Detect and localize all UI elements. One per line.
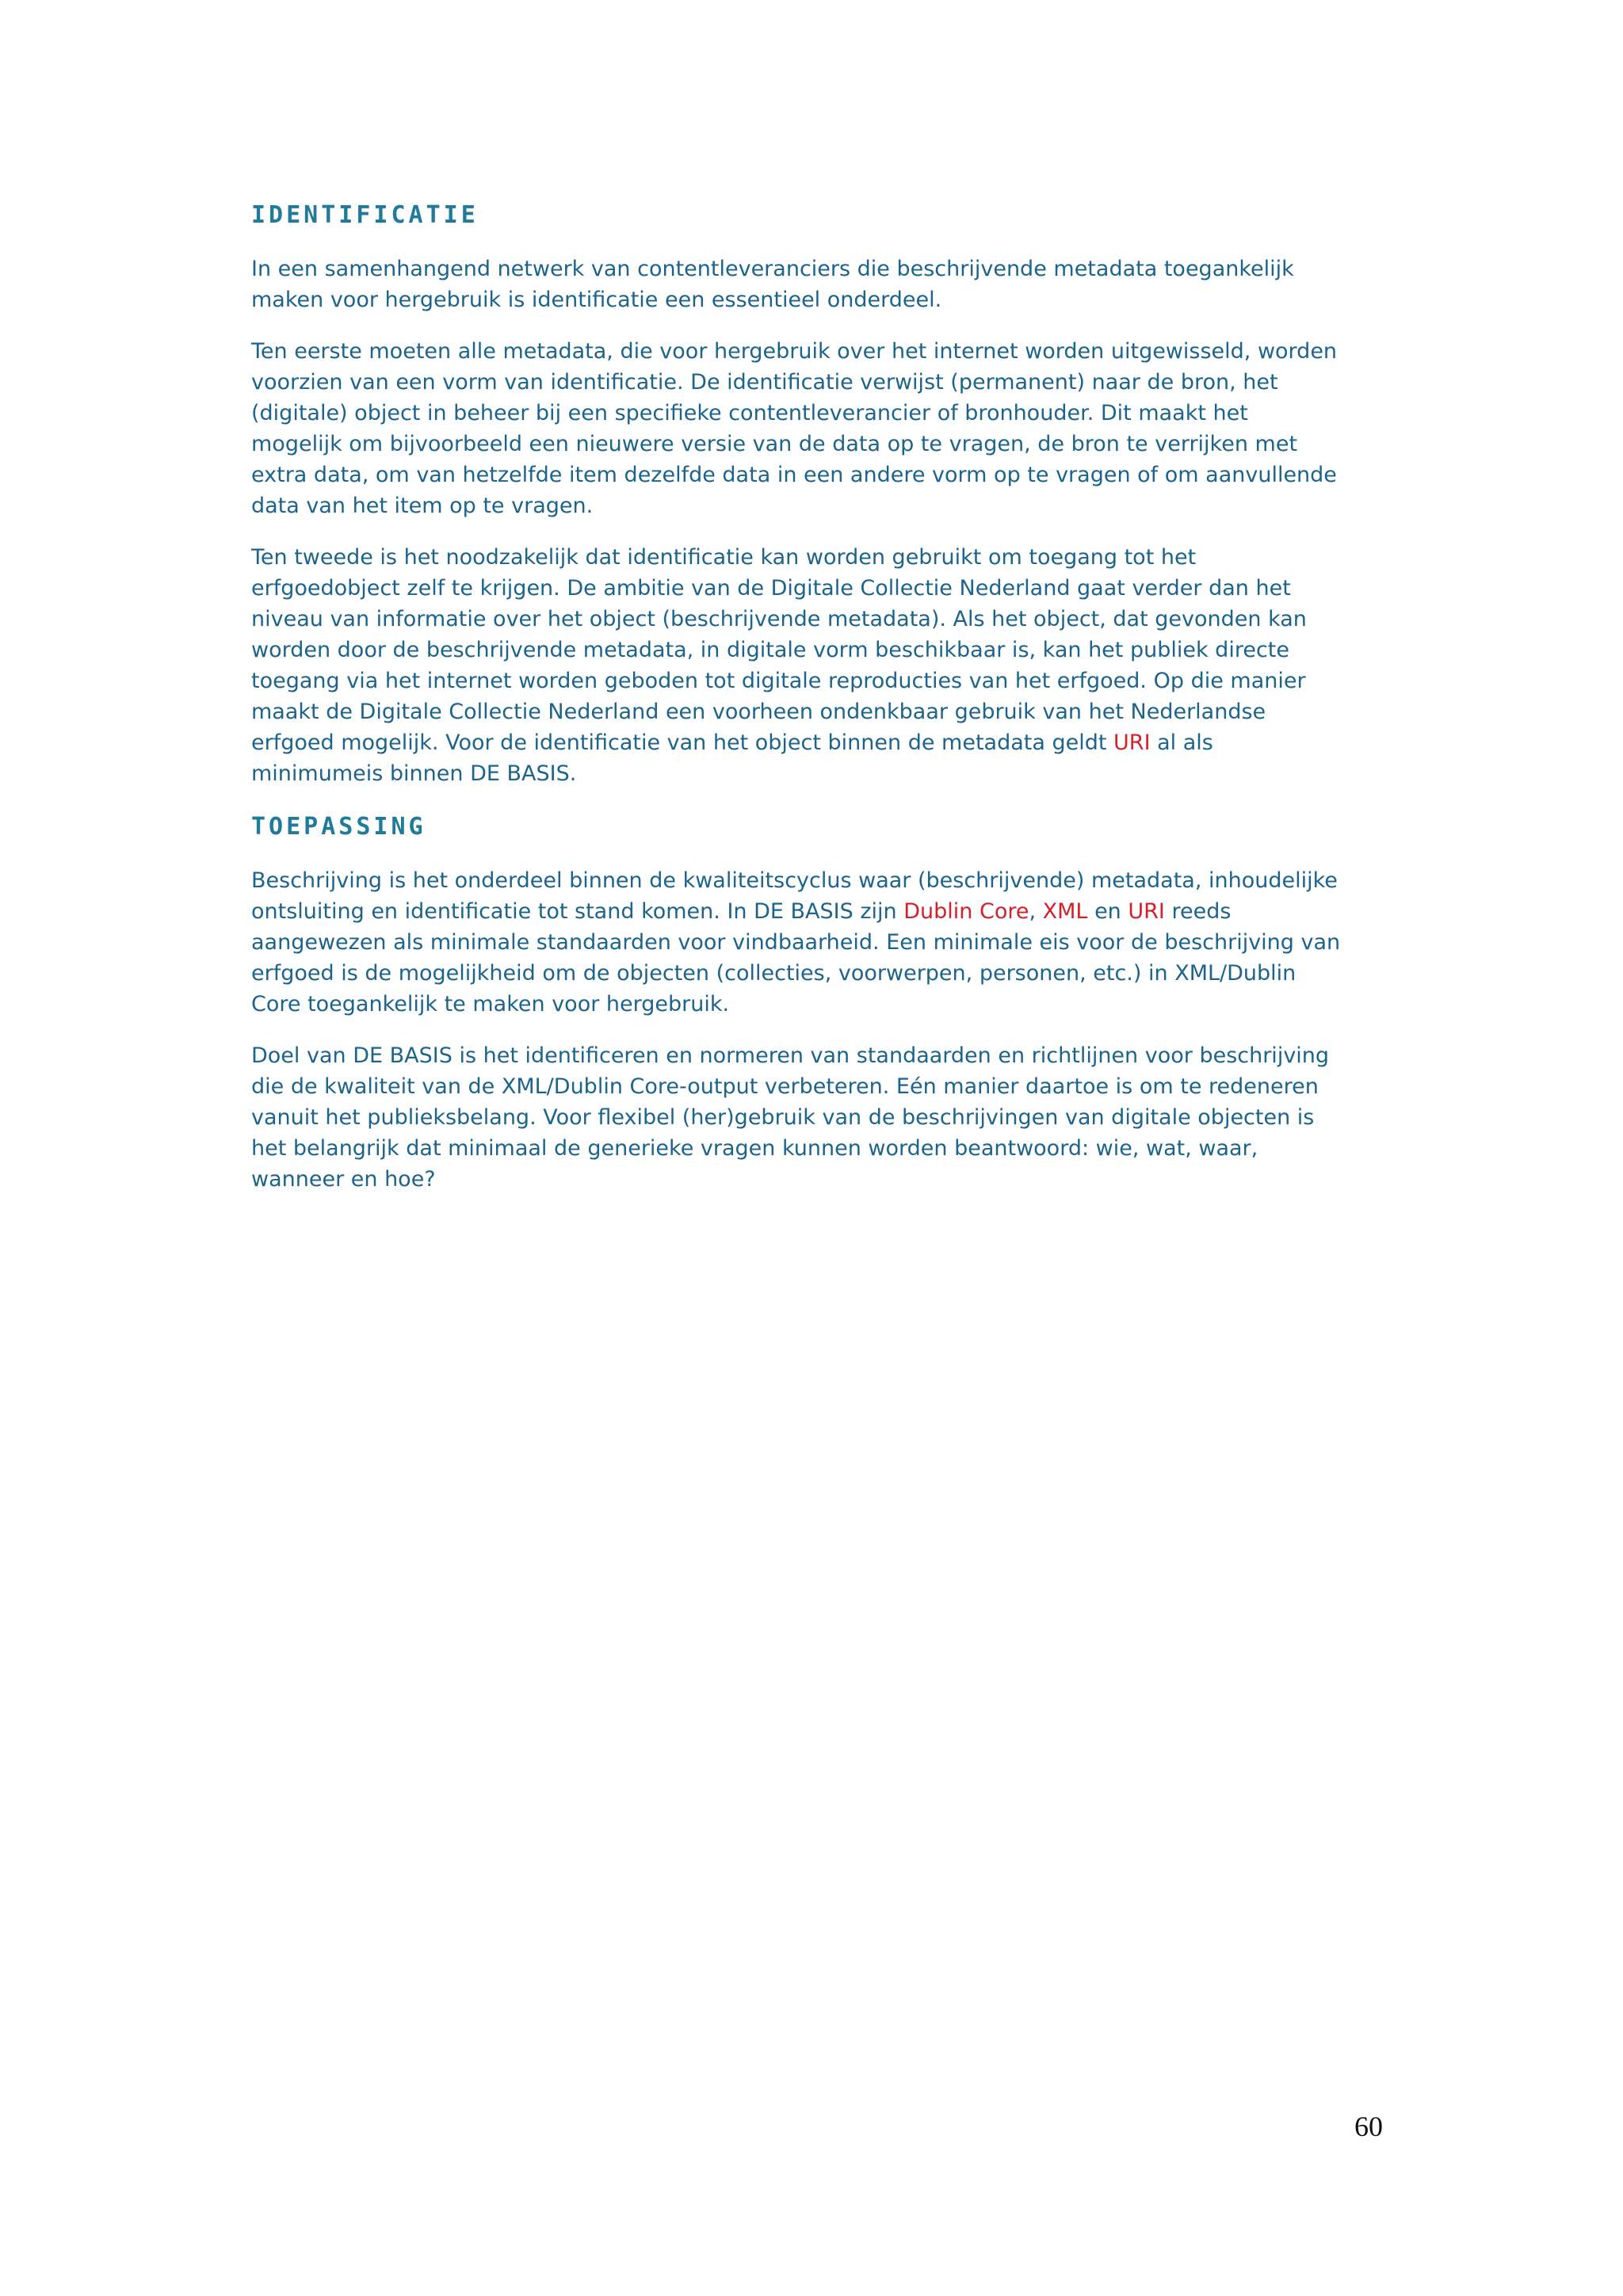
text-run: reeds aangewezen als minimale standaarden voor vindbaarheid. Een minimale eis voor de beschrijving van erfgoed is de mogelijkheid om de objecten (collecties, voorwerpen, personen, etc.) in XML/Dublin Core toegankelijk te maken voor hergebruik.	[251, 899, 1341, 1016]
heading-identificatie: IDENTIFICATIE	[251, 201, 479, 229]
term-xml: XML	[1042, 899, 1088, 924]
page-content	[251, 198, 1345, 1215]
paragraph-identificatie-2	[251, 336, 1345, 521]
paragraph-identificatie-1	[251, 254, 1345, 315]
term-uri: URI	[1113, 730, 1151, 755]
text-run: In een samenhangend netwerk van contentleveranciers die beschrijvende metadata toegankelijk maken voor hergebruik is identificatie een essentieel onderdeel.	[251, 257, 1294, 312]
paragraph-toepassing-1	[251, 865, 1345, 1020]
text-run: Doel van DE BASIS is het identificeren en normeren van standaarden en richtlijnen voor beschrijving die de kwaliteit van de XML/Dublin Core-output verbeteren. Eén manier daartoe is om te redeneren vanuit het publieksbelang. Voor flexibel (her)gebruik van de beschrijvingen van digitale objecten is het belangrijk dat minimaal de generieke vragen kunnen worden beantwoord: wie, wat, waar, wanneer en hoe?	[251, 1043, 1330, 1192]
text-run: al als minimumeis binnen DE BASIS.	[251, 730, 1213, 786]
paragraph-toepassing-2	[251, 1040, 1345, 1195]
text-run: Ten eerste moeten alle metadata, die voor hergebruik over het internet worden uitgewisseld, worden voorzien van een vorm van identificatie. De identificatie verwijst (permanent) naar de bron, het (digitale) object in beheer bij een specifieke contentleverancier of bronhouder. Dit maakt het mogelijk om bijvoorbeeld een nieuwere versie van de data op te vragen, de bron te verrijken met extra data, om van hetzelfde item dezelfde data in een andere vorm op te vragen of om aanvullende data van het item op te vragen.	[251, 339, 1338, 518]
term-dublin-core: Dublin Core	[903, 899, 1029, 924]
text-run: Ten tweede is het noodzakelijk dat identificatie kan worden gebruikt om toegang tot het erfgoedobject zelf te krijgen. De ambitie van de Digitale Collectie Nederland gaat verder dan het niveau van informatie over het object (beschrijvende metadata). Als het object, dat gevonden kan worden door de beschrijvende metadata, in digitale vorm beschikbaar is, kan het publiek directe toegang via het internet worden geboden tot digitale reproducties van het erfgoed. Op die manier maakt de Digitale Collectie Nederland een voorheen ondenkbaar gebruik van het Nederlandse erfgoed mogelijk. Voor de identificatie van het object binnen de metadata geldt	[251, 545, 1307, 755]
term-uri: URI	[1128, 899, 1165, 924]
paragraph-identificatie-3	[251, 542, 1345, 789]
text-run: en	[1087, 899, 1128, 924]
text-run: ,	[1029, 899, 1043, 924]
page-number: 60	[1354, 2111, 1383, 2142]
heading-toepassing: TOEPASSING	[251, 813, 426, 841]
text-run: Beschrijving is het onderdeel binnen de kwaliteitscyclus waar (beschrijvende) metadata, inhoudelijke ontsluiting en identificatie tot stand komen. In DE BASIS zijn	[251, 868, 1338, 924]
